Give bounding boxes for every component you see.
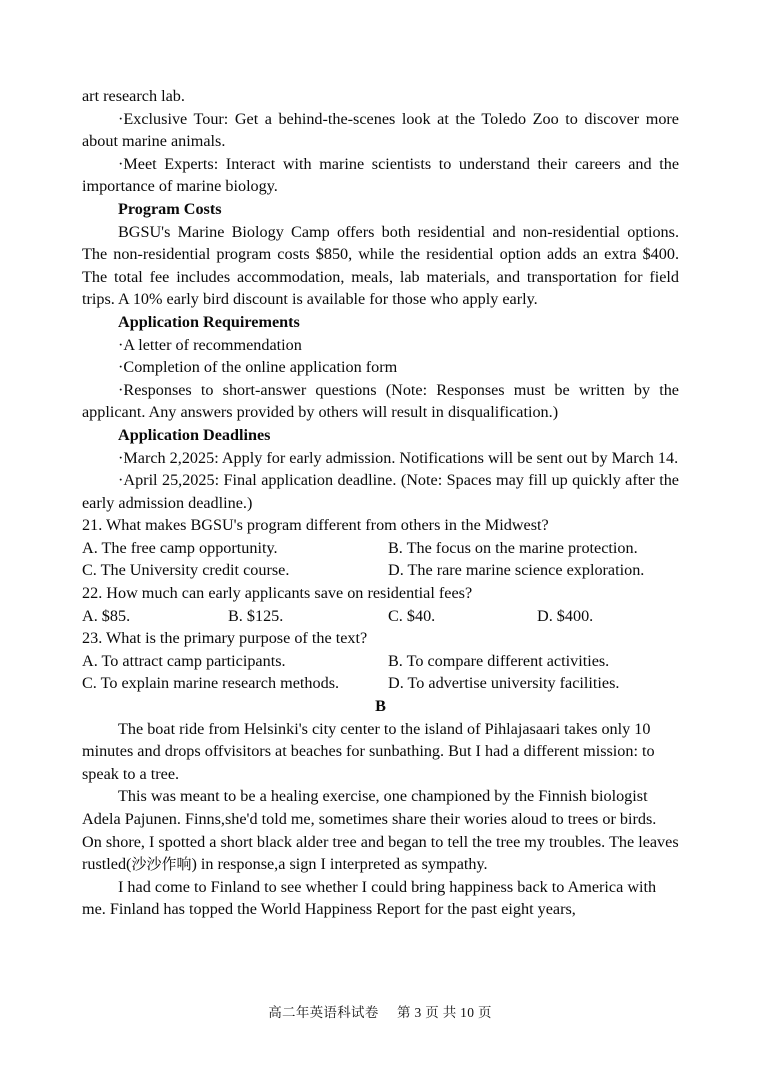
passage-a-continued-line: art research lab.: [82, 87, 185, 105]
program-costs-body: BGSU's Marine Biology Camp offers both residential and non-residential options. The non-residential program costs $850, while the residential option adds an extra $400. The total fee includes accommodation, meals, lab materials, and transportation for field trips. A 10% early bird discount is available for those who apply early.: [82, 222, 679, 309]
passage-b-section-letter: B: [375, 697, 386, 716]
deadline-item-final: ·April 25,2025: Final application deadline. (Note: Spaces may fill up quickly after the early admission deadline.): [82, 471, 679, 512]
question-23-option-a[interactable]: A. To attract camp participants.: [82, 651, 286, 670]
question-21-option-b[interactable]: B. The focus on the marine protection.: [388, 538, 638, 557]
question-23-options-row-1: [82, 650, 679, 673]
heading-program-costs: Program Costs: [118, 199, 222, 218]
footer-subject-label: 高二年英语科试卷: [268, 1005, 379, 1021]
question-23-option-b[interactable]: B. To compare different activities.: [388, 651, 610, 670]
question-22-option-d[interactable]: D. $400.: [537, 606, 594, 625]
heading-application-requirements: Application Requirements: [118, 312, 300, 331]
deadline-item-early-admission: ·March 2,2025: Apply for early admission. Notifications will be sent out by March 14.: [118, 448, 679, 467]
chinese-gloss: 沙沙作响: [131, 855, 192, 874]
question-21-options-row-2: [82, 559, 679, 582]
question-22-options-row: [82, 605, 679, 628]
question-23-option-c[interactable]: C. To explain marine research methods.: [82, 674, 340, 693]
question-22-option-c[interactable]: C. $40.: [388, 606, 436, 625]
question-23-options-row-2: [82, 672, 679, 695]
question-23-option-d[interactable]: D. To advertise university facilities.: [388, 674, 620, 693]
question-22-stem: 22. How much can early applicants save on residential fees?: [82, 584, 473, 603]
page-content: [82, 85, 679, 921]
question-22-option-a[interactable]: A. $85.: [82, 606, 131, 625]
question-21-stem: 21. What makes BGSU's program different from others in the Midwest?: [82, 516, 549, 535]
passage-b-paragraph-1: The boat ride from Helsinki's city center to the island of Pihlajasaari takes only 10 minutes and drops offvisitors at beaches for sunbathing. But I had a different mission: to speak to a tree.: [82, 719, 655, 783]
passage-a-bullet-exclusive-tour: ·Exclusive Tour: Get a behind-the-scenes look at the Toledo Zoo to discover more about marine animals.: [82, 109, 679, 151]
heading-application-deadlines: Application Deadlines: [118, 425, 271, 444]
requirement-item-short-answers: ·Responses to short-answer questions (Note: Responses must be written by the applicant. Any answers provided by others will result in disqualification.): [82, 380, 679, 422]
passage-b-paragraph-2: This was meant to be a healing exercise, one championed by the Finnish biologist Adela Pajunen. Finns,she'd told me, sometimes share their wories aloud to trees or birds. On shore, I spotted a short black alder tree and began to tell the tree my troubles. The leaves rustled(沙沙作响) in response,a sign I interpreted as sympathy.: [82, 787, 679, 874]
question-21-option-c[interactable]: C. The University credit course.: [82, 561, 290, 580]
requirement-item-letter: ·A letter of recommendation: [118, 335, 302, 354]
passage-a-bullet-meet-experts: ·Meet Experts: Interact with marine scientists to understand their careers and the importance of marine biology.: [82, 154, 679, 196]
question-22-option-b[interactable]: B. $125.: [228, 606, 284, 625]
question-21-option-a[interactable]: A. The free camp opportunity.: [82, 538, 278, 557]
question-21-option-d[interactable]: D. The rare marine science exploration.: [388, 561, 645, 580]
requirement-item-online-form: ·Completion of the online application form: [118, 358, 398, 377]
footer-page-number: 第 3 页 共 10 页: [397, 1005, 492, 1020]
passage-b-paragraph-3: I had come to Finland to see whether I could bring happiness back to America with me. Finland has topped the World Happiness Report for the past eight years,: [82, 877, 657, 919]
question-23-stem: 23. What is the primary purpose of the text?: [82, 629, 368, 648]
page-footer: [0, 1001, 760, 1021]
question-21-options-row-1: [82, 537, 679, 560]
